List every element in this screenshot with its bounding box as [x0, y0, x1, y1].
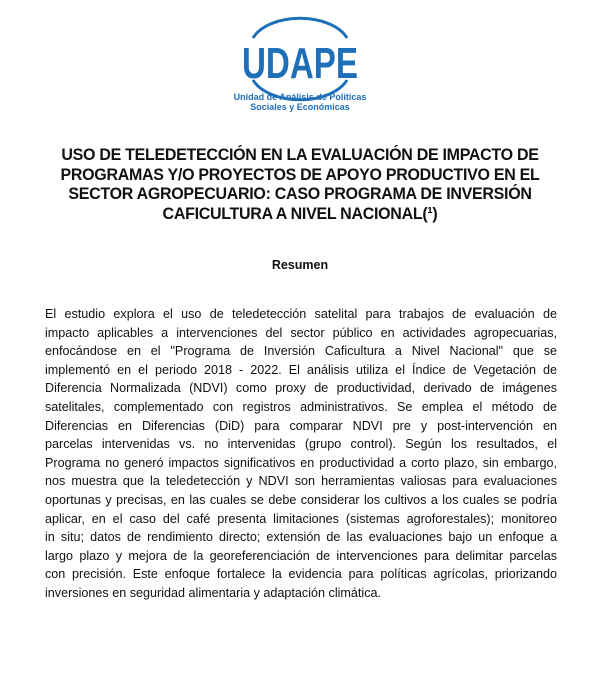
abstract-line: Diferencias en Diferencias (DiD) para comparar NDVI pre y post-intervención en [45, 418, 557, 433]
abstract-line: enfocándose en el "Programa de Inversión Caficultura a Nivel Nacional" que se [45, 344, 557, 359]
abstract-line: parcelas intervenidas vs. no intervenidas (grupo control). Según los resultados, el [45, 437, 557, 452]
abstract-line: impacto aplicables a intervenciones del sector público en actividades agropecuarias, [45, 325, 557, 340]
abstract-line: aplicar, en el caso del café presenta limitaciones (sistemas agroforestales); monitoreo [45, 511, 557, 526]
abstract-paragraph [45, 305, 557, 603]
abstract-line: oportunas y precisas, en las cuales se debe considerar los cultivos a los cuales se podría [45, 492, 557, 507]
section-heading-resumen: Resumen [271, 258, 329, 272]
title-line: SECTOR AGROPECUARIO: CASO PROGRAMA DE INVERSIÓN [68, 185, 532, 203]
document-title [48, 146, 552, 224]
abstract-line: satelitales, complementado con registros administrativos. Se emplea el método de [45, 399, 557, 414]
title-line: USO DE TELEDETECCIÓN EN LA EVALUACIÓN DE IMPACTO DE [61, 146, 539, 164]
abstract-line: Programa no generó impactos significativos en productividad a corto plazo, sin embargo, [45, 455, 557, 470]
udape-logo-mark [235, 26, 365, 92]
logo-subtitle-1: Unidad de Análisis de Políticas [233, 92, 367, 102]
abstract-line: implementó en el periodo 2018 - 2022. El análisis utiliza el Índice de Vegetación de [45, 362, 557, 377]
abstract-line: largo plazo y mejora de la georeferenciación de intervenciones para delimitar parcelas [45, 548, 557, 563]
logo-subtitle-2: Sociales y Económicas [250, 102, 350, 112]
abstract-line: nos muestra que la teledetección y NDVI son herramientas valiosas para evaluaciones [45, 474, 557, 489]
title-line: PROGRAMAS Y/O PROYECTOS DE APOYO PRODUCTIVO EN EL [60, 165, 540, 184]
svg-text:UDAPE: UDAPE [242, 39, 358, 88]
abstract-line: inversiones en seguridad alimentaria y adaptación climática. [45, 585, 382, 600]
abstract-line: con precisión. Este enfoque fortalece la evidencia para políticas agrícolas, priorizando [45, 567, 557, 582]
abstract-line: Diferencia Normalizada (NDVI) como proxy de productividad, derivado de imágenes [45, 381, 557, 396]
abstract-line: in situ; datos de rendimiento directo; extensión de las evaluaciones bajo un enfoque a [45, 530, 557, 545]
title-line: CAFICULTURA A NIVEL NACIONAL(¹) [162, 204, 438, 223]
abstract-line: El estudio explora el uso de teledetección satelital para trabajos de evaluación de [45, 307, 557, 321]
udape-logo [228, 26, 372, 112]
